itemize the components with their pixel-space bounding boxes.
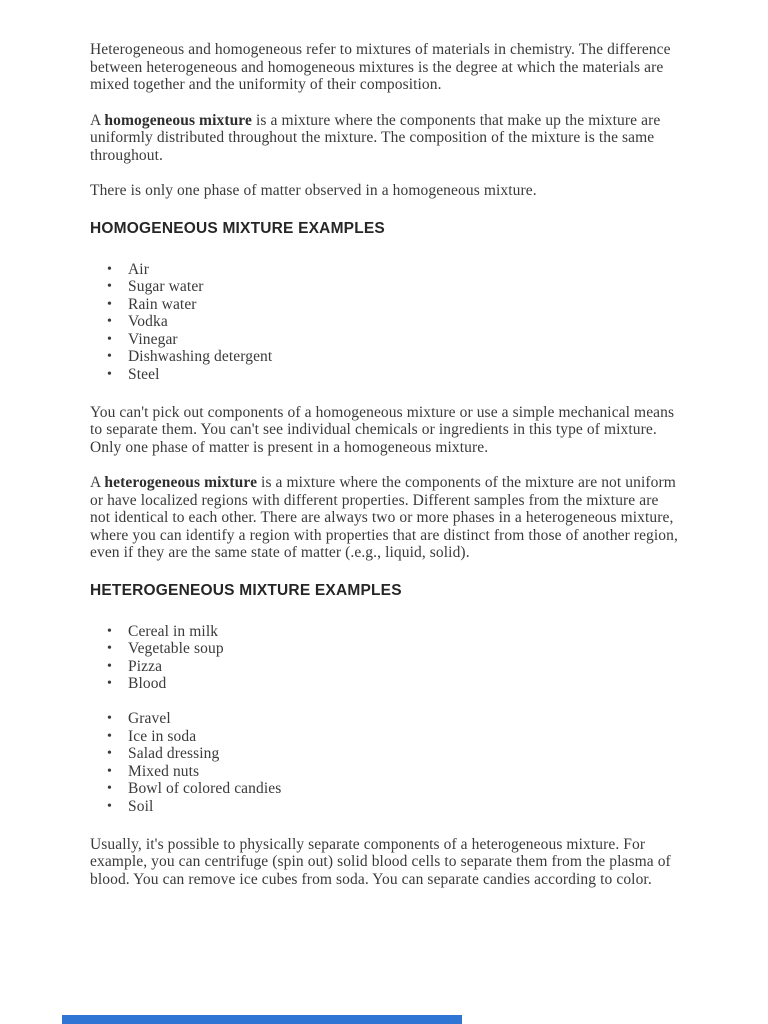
list-item: • Rain water <box>90 296 678 314</box>
heterogeneous-examples-list-group2 <box>90 710 678 816</box>
list-item: • Dishwashing detergent <box>90 348 678 366</box>
list-item: • Steel <box>90 366 678 384</box>
homogeneous-definition-prefix: A <box>90 111 105 129</box>
list-item: • Pizza <box>90 658 678 676</box>
paragraph-cant-pick: You can't pick out components of a homogeneous mixture or use a simple mechanical means to separate them. You can't see individual chemicals or ingredients in this type of mixture. Only one phase of matter is present in a homogeneous mixture. <box>90 403 675 456</box>
heterogeneous-definition-prefix: A <box>90 474 105 492</box>
homogeneous-term: homogeneous mixture <box>104 111 252 129</box>
document-content <box>90 41 678 906</box>
heterogeneous-definition-rest: is a mixture where the components of the mixture are not uniform or have localized regions with different properties. Different samples from the mixture are not identical to each other. There are always two or more phases in a heterogeneous mixture, where you can identify a region with properties that are distinct from those of another region, even if they are the same state of matter (.e.g., liquid, solid). <box>90 474 678 562</box>
bottom-progress-bar <box>62 1015 462 1024</box>
homogeneous-examples-heading: HOMOGENEOUS MIXTURE EXAMPLES <box>90 219 385 237</box>
list-item: • Sugar water <box>90 278 678 296</box>
heterogeneous-examples-list-group1 <box>90 623 678 693</box>
paragraph-heterogeneous-definition <box>90 474 678 562</box>
list-item: • Air <box>90 261 678 279</box>
list-item: • Vegetable soup <box>90 640 678 658</box>
paragraph-closing: Usually, it's possible to physically separate components of a heterogeneous mixture. For example, you can centrifuge (spin out) solid blood cells to separate them from the plasma of blood. You can remove ice cubes from soda. You can separate candies according to color. <box>90 835 671 888</box>
list-item: • Vinegar <box>90 331 678 349</box>
heterogeneous-term: heterogeneous mixture <box>104 474 258 492</box>
list-item: • Mixed nuts <box>90 763 678 781</box>
list-item: • Vodka <box>90 313 678 331</box>
paragraph-one-phase: There is only one phase of matter observed in a homogeneous mixture. <box>90 182 537 199</box>
list-item: • Blood <box>90 675 678 693</box>
list-item: • Ice in soda <box>90 728 678 746</box>
list-item: • Bowl of colored candies <box>90 780 678 798</box>
list-item: • Salad dressing <box>90 745 678 763</box>
homogeneous-examples-list <box>90 261 678 384</box>
heterogeneous-examples-heading: HETEROGENEOUS MIXTURE EXAMPLES <box>90 581 402 599</box>
paragraph-intro: Heterogeneous and homogeneous refer to mixtures of materials in chemistry. The difference between heterogeneous and homogeneous mixtures is the degree at which the materials are mixed together and the uniformity of their composition. <box>90 41 671 93</box>
homogeneous-definition-rest: is a mixture where the components that make up the mixture are uniformly distributed throughout the mixture. The composition of the mixture is the same throughout. <box>90 111 661 164</box>
paragraph-homogeneous-definition <box>90 112 678 165</box>
list-item: • Cereal in milk <box>90 623 678 641</box>
list-item: • Gravel <box>90 710 678 728</box>
list-item: • Soil <box>90 798 678 816</box>
